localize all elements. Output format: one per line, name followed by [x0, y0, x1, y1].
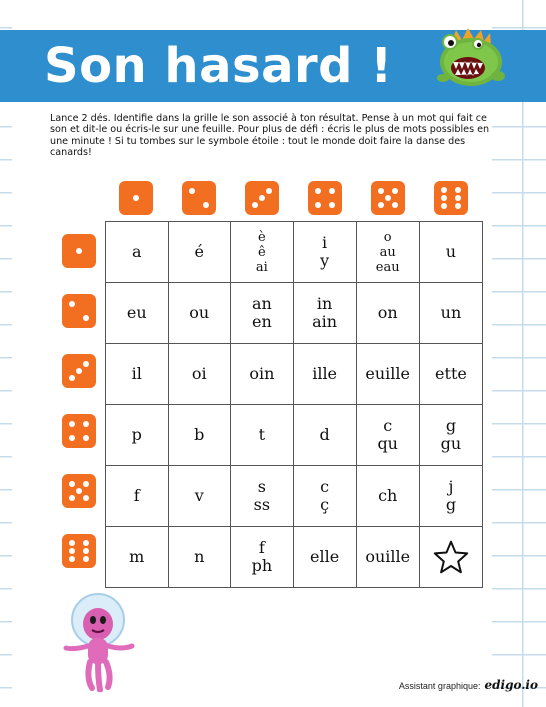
cell-sound: oi: [191, 364, 207, 383]
grid-cell: [231, 466, 294, 527]
footer-credit: [399, 675, 538, 693]
grid-cell: [419, 283, 482, 344]
grid-cell: [168, 283, 231, 344]
grid-cell: [168, 344, 231, 405]
credit-label: Assistant graphique:: [398, 681, 481, 691]
grid-cell: [168, 527, 231, 588]
cell-sound: ss: [253, 495, 271, 514]
grid-cell: [293, 527, 356, 588]
cell-sound: é: [194, 242, 204, 261]
grid-cell: [231, 405, 294, 466]
grid-cell: [106, 527, 169, 588]
cell-sound: g: [445, 416, 457, 435]
cell-sound: ouille: [365, 547, 411, 566]
grid-cell: [356, 405, 419, 466]
grid-cell: [293, 344, 356, 405]
cell-sound: s: [257, 477, 266, 496]
die-column-5-icon: [371, 181, 405, 215]
die-column-4-icon: [308, 181, 342, 215]
grid-row: [106, 405, 483, 466]
grid-cell: [231, 527, 294, 588]
cell-sound: g: [445, 495, 457, 514]
cell-sound: qu: [377, 434, 398, 453]
cell-sound: c: [320, 477, 330, 496]
cell-sound: on: [377, 303, 398, 322]
die-row-5-icon: [62, 474, 96, 508]
brand-logo-text: edigo.io: [484, 678, 538, 692]
grid-cell: [106, 405, 169, 466]
die-row-1-icon: [62, 234, 96, 268]
cell-sound: u: [445, 242, 457, 261]
grid-cell: [356, 466, 419, 527]
grid-row: [106, 222, 483, 283]
grid-cell: [106, 466, 169, 527]
cell-sound: euille: [365, 364, 410, 383]
grid-cell: [293, 222, 356, 283]
cell-sound: f: [133, 486, 140, 505]
instructions-text: Lance 2 dés. Identifie dans la grille le son associé à ton résultat. Pense à un mot qui fait ce son et dit-le ou écris-le sur une feuille. Pour plus de défi : écris le plus de mots possibles en une minute ! Si tu tombes sur le symbole étoile : tout le monde doit faire la danse des canards!: [50, 113, 490, 159]
die-column-3-icon: [245, 181, 279, 215]
cell-sound: ph: [251, 556, 273, 575]
grid-cell: [168, 466, 231, 527]
cell-sound: elle: [310, 547, 340, 566]
grid-row: [106, 466, 483, 527]
grid-cell: [419, 222, 482, 283]
cell-sound: eu: [126, 303, 147, 322]
cell-sound: ou: [189, 303, 210, 322]
cell-sound: y: [320, 251, 330, 270]
grid-cell: [293, 283, 356, 344]
cell-sound: ille: [312, 364, 338, 383]
cell-sound: j: [448, 477, 454, 496]
cell-sound: eau: [375, 259, 400, 275]
grid-cell: [168, 222, 231, 283]
grid-cell: [293, 466, 356, 527]
die-row-3-icon: [62, 354, 96, 388]
cell-sound: ette: [435, 364, 467, 383]
cell-sound: ç: [320, 495, 330, 514]
page-title: Son hasard !: [44, 38, 393, 94]
cell-sound: b: [194, 425, 205, 444]
grid-cell: [106, 222, 169, 283]
grid-cell: [419, 405, 482, 466]
grid-cell-star: [419, 527, 482, 588]
grid-cell: [231, 222, 294, 283]
die-column-1-icon: [119, 181, 153, 215]
cell-sound: il: [131, 364, 142, 383]
cell-sound: in: [316, 294, 333, 313]
grid-cell: [231, 344, 294, 405]
grid-row: [106, 283, 483, 344]
die-column-2-icon: [182, 181, 216, 215]
pink-alien-icon: [62, 592, 138, 692]
cell-sound: ai: [255, 259, 268, 275]
cell-sound: a: [131, 242, 142, 261]
cell-sound: ch: [378, 486, 398, 505]
sound-grid: [105, 221, 483, 588]
cell-sound: an: [251, 294, 272, 313]
cell-sound: en: [251, 312, 272, 331]
cell-sound: d: [319, 425, 330, 444]
cell-sound: m: [129, 547, 145, 566]
cell-sound: gu: [440, 434, 462, 453]
grid-cell: [293, 405, 356, 466]
grid-row: [106, 527, 483, 588]
cell-sound: oin: [249, 364, 275, 383]
grid-cell: [419, 344, 482, 405]
cell-sound: f: [258, 538, 265, 557]
die-row-4-icon: [62, 414, 96, 448]
grid-cell: [419, 466, 482, 527]
cell-sound: o: [383, 229, 392, 245]
cell-sound: ê: [258, 244, 266, 260]
cell-sound: è: [258, 229, 266, 245]
die-row-6-icon: [62, 534, 96, 568]
cell-sound: v: [194, 486, 204, 505]
cell-sound: i: [322, 233, 328, 252]
cell-sound: un: [440, 303, 462, 322]
grid-cell: [356, 283, 419, 344]
grid-cell: [356, 527, 419, 588]
grid-cell: [106, 283, 169, 344]
die-row-2-icon: [62, 294, 96, 328]
grid-cell: [356, 222, 419, 283]
cell-sound: ain: [312, 312, 338, 331]
cell-sound: n: [194, 547, 205, 566]
grid-cell: [356, 344, 419, 405]
grid-cell: [106, 344, 169, 405]
grid-cell: [168, 405, 231, 466]
grid-row: [106, 344, 483, 405]
grid-cell: [231, 283, 294, 344]
cell-sound: c: [383, 416, 393, 435]
cell-sound: p: [131, 425, 142, 444]
die-column-6-icon: [434, 181, 468, 215]
cell-sound: au: [379, 244, 396, 260]
cell-sound: t: [258, 425, 266, 444]
star-outline-icon: [433, 539, 469, 575]
green-monster-icon: [434, 28, 508, 90]
